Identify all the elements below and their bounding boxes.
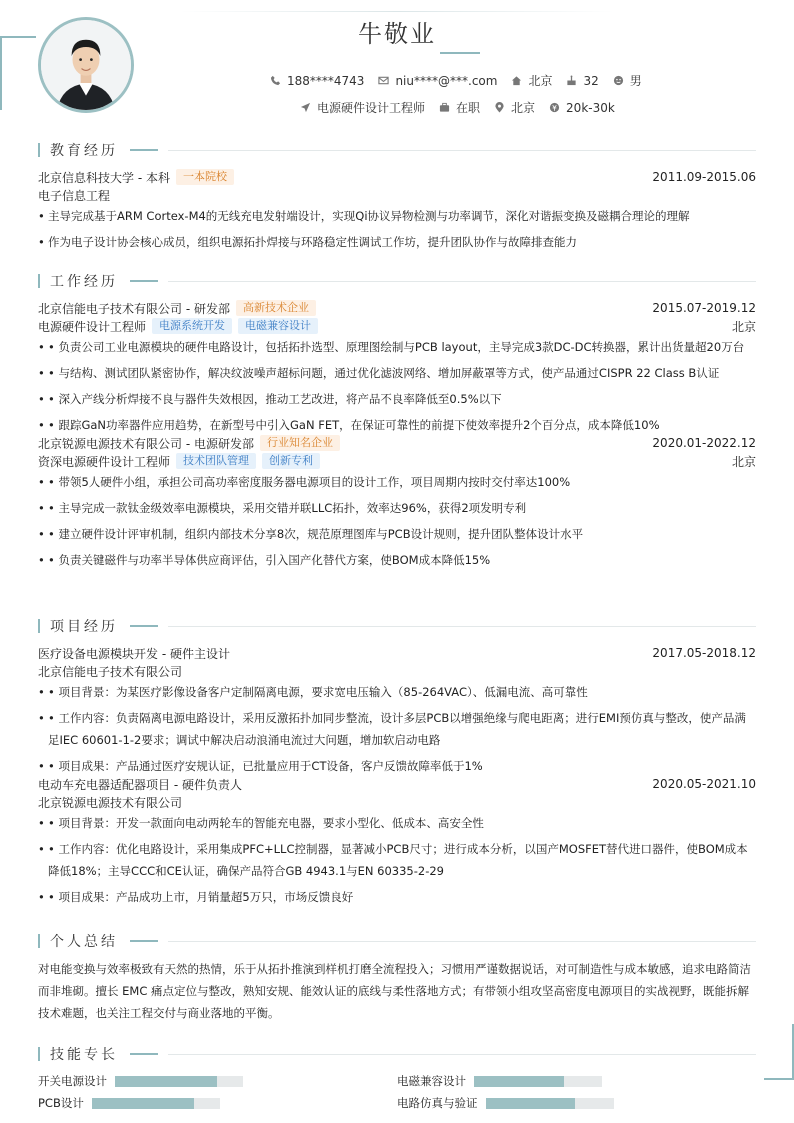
skill-item: [397, 1094, 756, 1112]
work-city: 北京: [731, 319, 756, 334]
company-row: [38, 434, 756, 452]
job-title: 电源硬件设计工程师: [38, 319, 147, 334]
list-item: • • 项目成果：产品成功上市，月销量超5万只，市场反馈良好: [38, 886, 756, 908]
project-period: 2017.05-2018.12: [652, 646, 756, 660]
send-icon: [300, 102, 311, 113]
school-tag: 一本院校: [176, 169, 234, 185]
list-item: • • 建立硬件设计评审机制，组织内部技术分享8次，规范原理图库与PCB设计规则，提升团队整体设计水平: [38, 523, 756, 545]
name-underline: [440, 52, 480, 54]
city-item: [511, 72, 552, 89]
section-line: [168, 150, 756, 151]
section-title: 教育经历: [50, 143, 118, 159]
skill-name: 电磁兼容设计: [397, 1074, 466, 1088]
education-period: 2011.09-2015.06: [652, 170, 756, 184]
list-item: • • 负责关键磁件与功率半导体供应商评估，引入国产化替代方案，使BOM成本降低15%: [38, 549, 756, 571]
target-city-item: [494, 99, 535, 116]
skills-grid: [38, 1072, 756, 1112]
list-item: • • 工作内容：优化电路设计，采用集成PFC+LLC控制器，显著减小PCB尺寸；进行成本分析，以国产MOSFET替代进口器件，使BOM成本降低18%；主导CCC和CE认证，确保产品符合GB 4943.1与EN 60335-2-29: [38, 838, 756, 882]
list-item: • • 带领5人硬件小组，承担公司高功率密度服务器电源项目的设计工作，项目周期内按时交付率达100%: [38, 471, 756, 493]
corner-decoration-bottom-right: [764, 1024, 794, 1080]
skill-bar: [115, 1076, 243, 1087]
section-header: [38, 1045, 756, 1063]
skill-bar-fill: [115, 1076, 217, 1087]
section-line: [168, 626, 756, 627]
skill-item: [38, 1094, 397, 1112]
skills-section: [38, 1045, 756, 1112]
list-item: • • 项目成果：产品通过医疗安规认证，已批量应用于CT设备，客户反馈故障率低于1%: [38, 755, 756, 777]
company-row: [38, 299, 756, 317]
education-header-row: [38, 168, 756, 186]
skill-tag: 电磁兼容设计: [238, 318, 318, 334]
work-period: 2020.01-2022.12: [652, 436, 756, 450]
list-item: • • 与结构、测试团队紧密协作，解决纹波噪声超标问题，通过优化滤波网络、增加屏蔽罩等方式，使产品通过CISPR 22 Class B认证: [38, 362, 756, 384]
work-bullets: [38, 471, 756, 571]
project-company-row: [38, 793, 756, 811]
company-tag: 高新技术企业: [236, 300, 316, 316]
project-name-row: [38, 644, 756, 662]
gender-item: [613, 72, 642, 89]
contact-info-row: [270, 72, 642, 89]
skill-name: 电路仿真与验证: [397, 1096, 478, 1110]
skill-item: [38, 1072, 397, 1090]
salary-text: 20k-30k: [566, 100, 615, 115]
section-line: [168, 281, 756, 282]
skill-name: PCB设计: [38, 1096, 84, 1110]
status-item: [439, 99, 480, 116]
section-header: [38, 932, 756, 950]
company-name: 北京信能电子技术有限公司 - 研发部: [38, 301, 230, 316]
home-icon: [511, 75, 522, 86]
skill-item: [397, 1072, 756, 1090]
section-title: 项目经历: [50, 619, 118, 635]
company-name: 北京锐源电源技术有限公司 - 电源研发部: [38, 436, 254, 451]
project-company-row: [38, 662, 756, 680]
work-section: [38, 272, 756, 575]
list-item: • • 负责公司工业电源模块的硬件电路设计，包括拓扑选型、原理图绘制与PCB layout，主导完成3款DC-DC转换器，累计出货量超20万台: [38, 336, 756, 358]
skill-name: 开关电源设计: [38, 1074, 107, 1088]
skill-tag: 技术团队管理: [176, 453, 256, 469]
age-item: [566, 74, 598, 88]
section-title: 工作经历: [50, 274, 118, 290]
location-icon: [494, 102, 505, 113]
project-name: 电动车充电器适配器项目 - 硬件负责人: [38, 777, 242, 792]
salary-item: [549, 101, 615, 115]
age-text: 32: [583, 73, 599, 88]
section-dash: [130, 940, 158, 942]
candidate-name: 牛敬业: [358, 20, 436, 48]
section-bar: [38, 934, 40, 948]
skill-bar: [92, 1098, 220, 1109]
company-tag: 行业知名企业: [260, 435, 340, 451]
list-item: • • 项目背景：为某医疗影像设备客户定制隔离电源，要求宽电压输入（85-264VAC）、低漏电流、高可靠性: [38, 681, 756, 703]
gender-text: 男: [629, 74, 642, 88]
summary-text: 对电能变换与效率极致有天然的热情，乐于从拓扑推演到样机打磨全流程投入；习惯用严谨数据说话，对可制造性与成本敏感，追求电路简洁而非堆砌。擅长 EMC 痛点定位与整改，熟知安规、能效认证的底线与柔性落地方式；有带领小组攻坚高密度电源项目的实战视野，既能拆解技术难题，也关注工程交付与商业落地的平衡。: [38, 962, 751, 1020]
job-title-row: [38, 317, 756, 335]
work-entry: [38, 299, 756, 436]
gender-icon: [613, 75, 624, 86]
major-row: [38, 186, 756, 204]
section-title: 技能专长: [50, 1047, 118, 1063]
school-name: 北京信息科技大学 - 本科: [38, 170, 170, 185]
skill-bar: [486, 1098, 614, 1109]
mail-icon: [378, 75, 389, 86]
skill-bar-fill: [92, 1098, 194, 1109]
project-company: 北京信能电子技术有限公司: [38, 664, 183, 679]
section-header: [38, 272, 756, 290]
work-period: 2015.07-2019.12: [652, 301, 756, 315]
cake-icon: [566, 75, 577, 86]
section-bar: [38, 143, 40, 157]
section-bar: [38, 619, 40, 633]
skill-bar-fill: [474, 1076, 564, 1087]
work-entry: [38, 434, 756, 571]
section-header: [38, 617, 756, 635]
project-name: 医疗设备电源模块开发 - 硬件主设计: [38, 646, 230, 661]
project-entry: [38, 775, 756, 908]
position-item: [300, 99, 425, 116]
position-text: 电源硬件设计工程师: [317, 101, 426, 115]
list-item: • 主导完成基于ARM Cortex-M4的无线充电发射端设计，实现Qi协议异物检测与功率调节，深化对谐振变换及磁耦合理论的理解: [38, 205, 756, 227]
summary-section: [38, 932, 756, 1024]
work-bullets: [38, 336, 756, 436]
phone-text: 188****4743: [287, 73, 365, 88]
job-title-row: [38, 452, 756, 470]
target-city-text: 北京: [511, 101, 536, 115]
section-title: 个人总结: [50, 934, 118, 950]
phone-icon: [270, 75, 281, 86]
project-period: 2020.05-2021.10: [652, 777, 756, 791]
section-dash: [130, 280, 158, 282]
job-info-row: [300, 99, 615, 116]
phone-item: [270, 74, 364, 88]
project-entry: [38, 644, 756, 777]
email-text: niu****@***.com: [395, 73, 498, 88]
skill-bar: [474, 1076, 602, 1087]
project-bullets: [38, 812, 756, 908]
coin-icon: [549, 102, 560, 113]
education-section: [38, 141, 756, 257]
skill-tag: 电源系统开发: [152, 318, 232, 334]
email-item: [378, 74, 497, 88]
major-name: 电子信息工程: [38, 188, 111, 203]
project-bullets: [38, 681, 756, 777]
list-item: • • 项目背景：开发一款面向电动两轮车的智能充电器，要求小型化、低成本、高安全性: [38, 812, 756, 834]
section-header: [38, 141, 756, 159]
city-text: 北京: [528, 74, 553, 88]
section-bar: [38, 274, 40, 288]
list-item: • • 工作内容：负责隔离电源电路设计，采用反激拓扑加同步整流，设计多层PCB以增强绝缘与爬电距离；进行EMI预仿真与整改，使产品满足IEC 60601-1-2要求；调试中解决启动浪涌电流过大问题，增加软启动电路: [38, 707, 756, 751]
briefcase-icon: [439, 102, 450, 113]
education-bullets: [38, 205, 756, 253]
list-item: • • 主导完成一款钛金级效率电源模块，采用交错并联LLC拓扑，效率达96%，获得2项发明专利: [38, 497, 756, 519]
section-line: [168, 941, 756, 942]
list-item: • • 跟踪GaN功率器件应用趋势，在新型号中引入GaN FET，在保证可靠性的前提下使效率提升2个百分点，成本降低10%: [38, 414, 756, 436]
section-bar: [38, 1047, 40, 1061]
projects-section: [38, 617, 756, 912]
skill-tag: 创新专利: [262, 453, 320, 469]
section-dash: [130, 625, 158, 627]
project-company: 北京锐源电源技术有限公司: [38, 795, 183, 810]
project-name-row: [38, 775, 756, 793]
work-city: 北京: [731, 454, 756, 469]
list-item: • • 深入产线分析焊接不良与器件失效根因，推动工艺改进，将产品不良率降低至0.5%以下: [38, 388, 756, 410]
section-dash: [130, 1053, 158, 1055]
skill-bar-fill: [486, 1098, 576, 1109]
job-title: 资深电源硬件设计工程师: [38, 454, 171, 469]
status-text: 在职: [456, 101, 481, 115]
section-line: [168, 1054, 756, 1055]
section-dash: [130, 149, 158, 151]
top-divider: [180, 11, 614, 12]
list-item: • 作为电子设计协会核心成员，组织电源拓扑焊接与环路稳定性调试工作坊，提升团队协作与故障排查能力: [38, 231, 756, 253]
